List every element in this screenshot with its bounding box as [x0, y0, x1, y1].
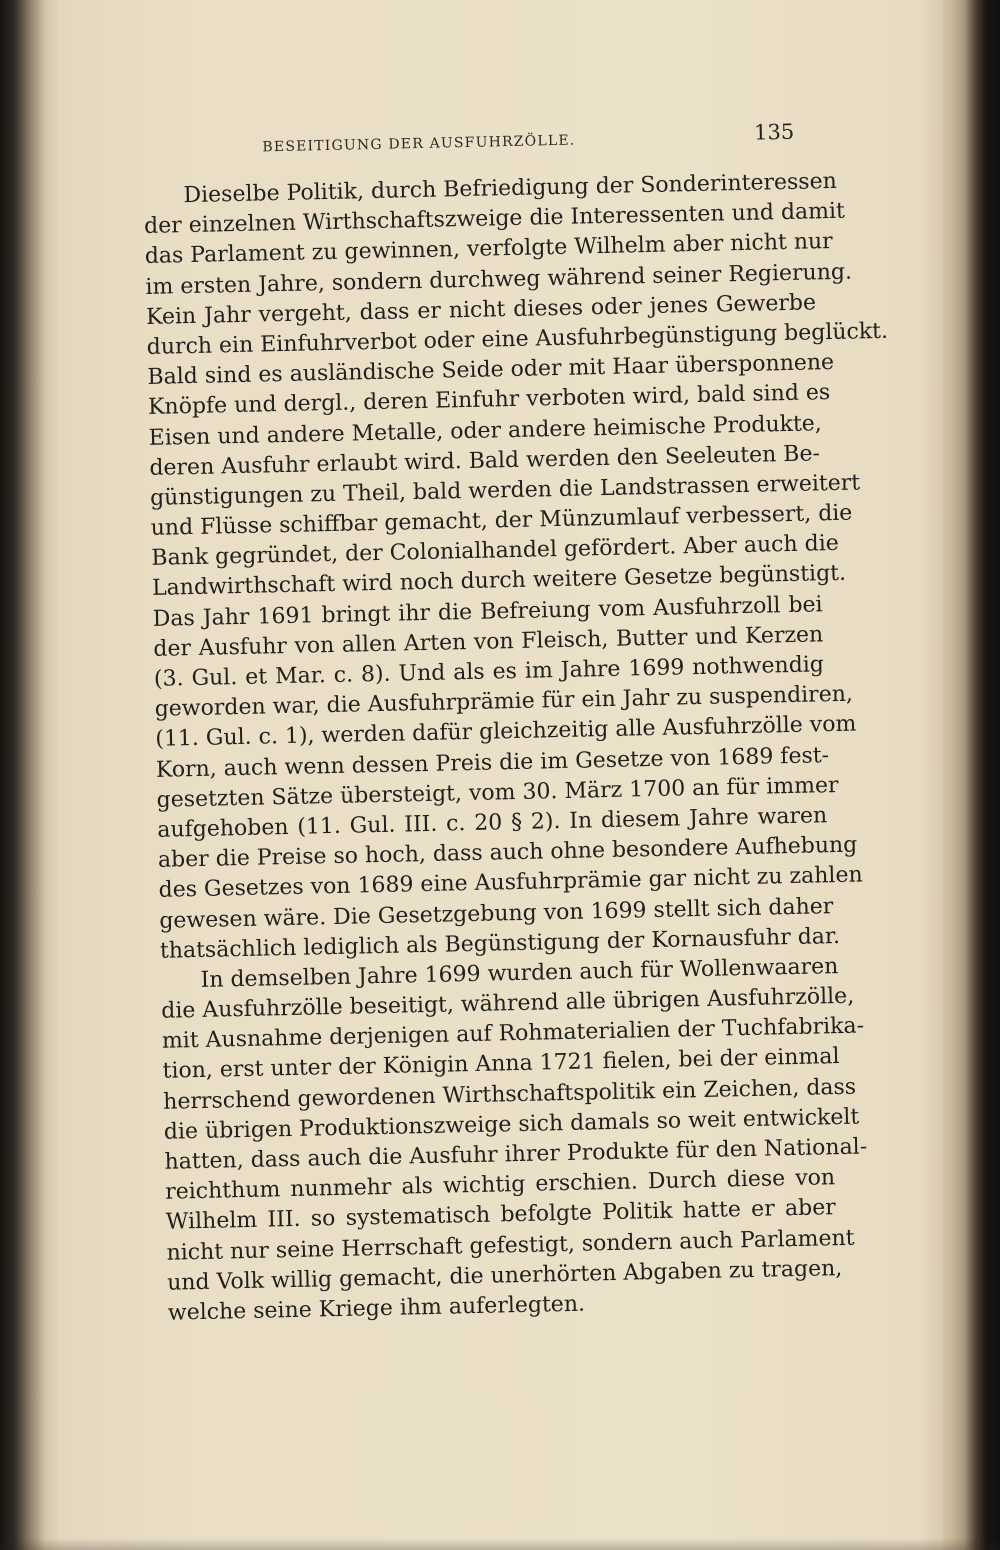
text-line: das Parlament zu gewinnen, verfolgte Wilhelm aber nicht nur: [144, 229, 833, 270]
body-text: [143, 167, 889, 1328]
text-line: im ersten Jahre, sondern durchweg während seiner Regierung.: [145, 259, 853, 300]
text-line: (3. Gul. et Mar. c. 8). Und als es im Jahre 1699 nothwendig: [153, 652, 825, 692]
text-line: günstigungen zu Theil, bald werden die Landstrassen erweitert: [149, 470, 861, 511]
text-line: der Ausfuhr von allen Arten von Fleisch, Butter und Kerzen: [153, 622, 824, 662]
text-line: Knöpfe und dergl., deren Einfuhr verboten wird, bald sind es: [147, 380, 831, 421]
text-line: In demselben Jahre 1699 wurden auch für Wollenwaaren: [200, 953, 839, 993]
book-fore-edge: [942, 0, 1000, 1550]
text-line: deren Ausfuhr erlaubt wird. Bald werden den Seeleuten Be-: [149, 440, 821, 481]
text-line: Dieselbe Politik, durch Befriedigung der Sonderinteressen: [183, 168, 838, 209]
text-line: geworden war, die Ausfuhrprämie für ein Jahr zu suspendiren,: [154, 681, 854, 723]
text-line: die Ausfuhrzölle beseitigt, während alle übrigen Ausfuhrzölle,: [161, 983, 855, 1024]
text-line: mit Ausnahme derjenigen auf Rohmaterialien der Tuchfabrika-: [161, 1013, 865, 1055]
text-line: aber die Preise so hoch, dass auch ohne besondere Aufhebung: [157, 832, 858, 873]
text-line: tion, erst unter der Königin Anna 1721 fielen, bei der einmal: [162, 1044, 840, 1085]
text-line: durch ein Einfuhrverbot oder eine Ausfuhrbegünstigung beglückt.: [146, 318, 889, 360]
text-line: nicht nur seine Herrschaft gefestigt, sondern auch Parlament: [166, 1225, 855, 1266]
text-line: Bank gegründet, der Colonialhandel gefördert. Aber auch die: [151, 531, 840, 572]
previous-page-edge: [0, 0, 44, 1550]
text-line: des Gesetzes von 1689 eine Ausfuhrprämie gar nicht zu zahlen: [158, 862, 863, 904]
paragraph-1: [143, 167, 889, 966]
text-line: (11. Gul. c. 1), werden dafür gleichzeitig alle Ausfuhrzölle vom: [155, 711, 857, 753]
text-line: reichthum nunmehr als wichtig erschien. Durch diese von: [164, 1165, 836, 1205]
text-line: thatsächlich lediglich als Begünstigung der Kornausfuhr dar.: [159, 923, 841, 964]
text-line: herrschend gewordenen Wirthschaftspolitik ein Zeichen, dass: [162, 1074, 857, 1115]
page-content: [142, 113, 889, 1328]
text-line: und Flüsse schiffbar gemacht, der Münzumlauf verbessert, die: [150, 500, 853, 541]
text-line: hatten, dass auch die Ausfuhr ihrer Produkte für den National-: [164, 1134, 868, 1175]
bottom-shadow: [0, 1538, 1000, 1550]
running-head: [142, 113, 813, 164]
text-line: Eisen und andere Metalle, oder andere heimische Produkte,: [148, 410, 823, 451]
text-line: Kein Jahr vergeht, dass er nicht dieses oder jenes Gewerbe: [145, 290, 817, 330]
paragraph-2: [160, 952, 868, 1329]
running-head-title: BESEITIGUNG DER AUSFUHRZÖLLE.: [262, 132, 576, 156]
text-line: Landwirthschaft wird noch durch weitere Gesetze begünstigt.: [151, 561, 847, 602]
text-line: die übrigen Produktionszweige sich damals so weit entwickelt: [163, 1104, 860, 1145]
page-number: 135: [753, 119, 795, 145]
text-line: gewesen wäre. Die Gesetzgebung von 1699 stellt sich daher: [159, 893, 834, 934]
text-line: welche seine Kriege ihm auferlegten.: [167, 1291, 586, 1326]
text-line: Das Jahr 1691 bringt ihr die Befreiung vom Ausfuhrzoll bei: [152, 591, 823, 632]
text-line: aufgehoben (11. Gul. III. c. 20 § 2). In diesem Jahre waren: [157, 803, 828, 843]
text-line: Wilhelm III. so systematisch befolgte Politik hatte er aber: [165, 1195, 836, 1236]
text-line: Bald sind es ausländische Seide oder mit Haar übersponnene: [147, 350, 835, 391]
text-line: der einzelnen Wirthschaftszweige die Interessenten und damit: [143, 198, 846, 240]
text-line: gesetzten Sätze übersteigt, vom 30. März 1700 an für immer: [156, 772, 839, 813]
text-line: und Volk willig gemacht, die unerhörten Abgaben zu tragen,: [166, 1255, 843, 1296]
text-line: Korn, auch wenn dessen Preis die im Gesetze von 1689 fest-: [155, 742, 830, 783]
